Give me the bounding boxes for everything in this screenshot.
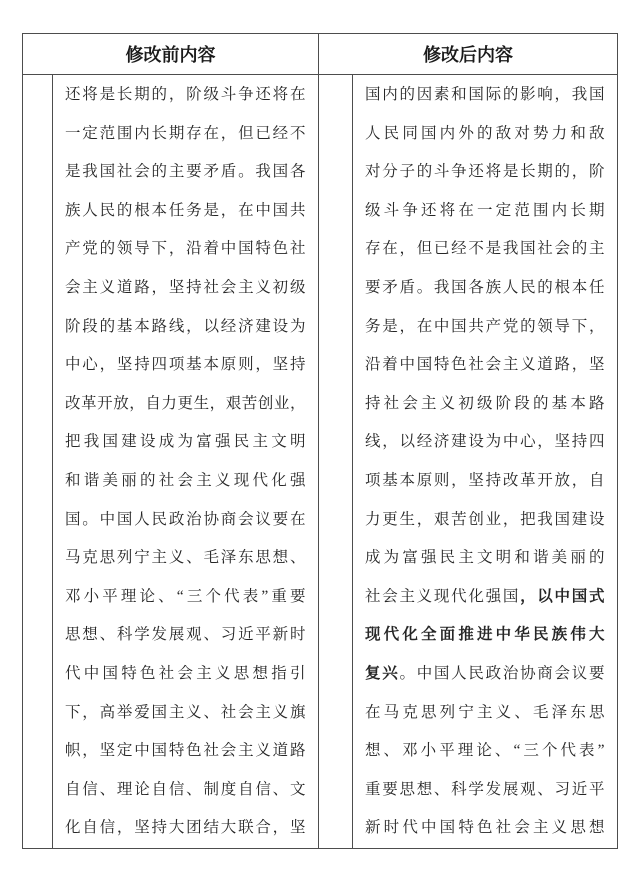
text-line bbox=[65, 616, 306, 655]
text-line bbox=[365, 616, 605, 655]
text-line bbox=[65, 346, 306, 385]
text-line bbox=[65, 501, 306, 540]
text-line bbox=[365, 771, 605, 810]
after-gutter-cell bbox=[319, 75, 353, 849]
text-segment: 阶段的基本路线，以经济建设为 bbox=[65, 317, 306, 335]
text-segment: 要矛盾。我国各族人民的根本任 bbox=[365, 278, 605, 296]
text-segment: 中心，坚持四项基本原则，坚持 bbox=[65, 356, 306, 374]
text-line bbox=[365, 153, 605, 192]
before-content-text bbox=[53, 75, 318, 848]
before-column-header: 修改前内容 bbox=[23, 34, 319, 75]
text-segment: 重要思想、科学发展观、习近平 bbox=[365, 780, 605, 798]
text-line bbox=[65, 192, 306, 231]
inserted-text: 现代化全面推进中华民族伟大 bbox=[365, 626, 605, 644]
text-line bbox=[365, 76, 605, 115]
text-line bbox=[65, 809, 306, 848]
text-line bbox=[365, 346, 605, 385]
text-line bbox=[65, 771, 306, 810]
revision-comparison-table bbox=[22, 33, 618, 849]
text-segment: 帜，坚定中国特色社会主义道路 bbox=[65, 742, 306, 760]
text-line bbox=[365, 501, 605, 540]
inserted-text: ，以中国式 bbox=[520, 587, 605, 605]
text-line bbox=[365, 308, 605, 347]
text-segment: 邓小平理论、“三个代表”重要 bbox=[65, 587, 306, 605]
text-line bbox=[365, 655, 605, 694]
text-segment: 人民同国内外的敌对势力和敌 bbox=[365, 124, 605, 142]
text-segment: 族人民的根本任务是，在中国共 bbox=[65, 201, 306, 219]
text-segment: 线，以经济建设为中心，坚持四 bbox=[365, 433, 605, 451]
text-segment: 和谐美丽的社会主义现代化强 bbox=[65, 471, 306, 489]
text-segment: 产党的领导下，沿着中国特色社 bbox=[65, 240, 306, 258]
text-line bbox=[65, 153, 306, 192]
text-segment: 力更生，艰苦创业，把我国建设 bbox=[365, 510, 605, 528]
inserted-text: 复兴 bbox=[365, 664, 400, 682]
text-segment: 下，高举爱国主义、社会主义旗 bbox=[65, 703, 306, 721]
text-line bbox=[365, 385, 605, 424]
text-line bbox=[365, 192, 605, 231]
text-segment: 在马克思列宁主义、毛泽东思 bbox=[365, 703, 605, 721]
text-segment: 想、邓小平理论、“三个代表” bbox=[365, 742, 605, 760]
text-segment: 务是，在中国共产党的领导下， bbox=[365, 317, 605, 335]
text-segment: 社会主义现代化强国 bbox=[365, 587, 521, 605]
text-line bbox=[365, 423, 605, 462]
text-line bbox=[65, 578, 306, 617]
before-gutter-cell bbox=[23, 75, 53, 849]
text-line bbox=[65, 423, 306, 462]
text-segment: 化自信，坚持大团结大联合，坚 bbox=[65, 819, 306, 837]
after-content-text bbox=[353, 75, 617, 848]
text-segment: 会主义道路，坚持社会主义初级 bbox=[65, 278, 306, 296]
text-segment: 级斗争还将在一定范围内长期 bbox=[365, 201, 605, 219]
text-segment: 把我国建设成为富强民主文明 bbox=[65, 433, 306, 451]
table-body-row bbox=[23, 75, 618, 849]
text-segment: 改革开放，自力更生，艰苦创业， bbox=[65, 394, 306, 412]
text-line bbox=[65, 462, 306, 501]
after-column-header: 修改后内容 bbox=[319, 34, 618, 75]
text-line bbox=[65, 385, 306, 424]
text-segment: 项基本原则，坚持改革开放，自 bbox=[365, 471, 605, 489]
text-line bbox=[365, 732, 605, 771]
text-line bbox=[365, 809, 605, 848]
before-content-cell bbox=[53, 75, 319, 849]
text-segment: 。中国人民政治协商会议要 bbox=[399, 664, 605, 682]
text-line bbox=[65, 308, 306, 347]
text-segment: 国。中国人民政治协商会议要在 bbox=[65, 510, 306, 528]
text-line bbox=[365, 230, 605, 269]
text-segment: 国内的因素和国际的影响，我国 bbox=[365, 86, 605, 103]
text-segment: 沿着中国特色社会主义道路，坚 bbox=[365, 356, 605, 374]
text-line bbox=[365, 115, 605, 154]
text-line bbox=[65, 655, 306, 694]
after-content-cell bbox=[353, 75, 618, 849]
text-line bbox=[365, 694, 605, 733]
text-segment: 存在，但已经不是我国社会的主 bbox=[365, 240, 605, 258]
text-segment: 还将是长期的，阶级斗争还将在 bbox=[65, 86, 306, 103]
text-line bbox=[65, 76, 306, 115]
text-segment: 成为富强民主文明和谐美丽的 bbox=[365, 549, 605, 567]
text-segment: 代中国特色社会主义思想指引 bbox=[65, 664, 306, 682]
text-segment: 自信、理论自信、制度自信、文 bbox=[65, 780, 306, 798]
text-line bbox=[365, 578, 605, 617]
text-segment: 对分子的斗争还将是长期的，阶 bbox=[365, 163, 605, 181]
text-segment: 持社会主义初级阶段的基本路 bbox=[365, 394, 605, 412]
table-header-row bbox=[23, 34, 618, 75]
text-segment: 新时代中国特色社会主义思想 bbox=[365, 819, 605, 837]
text-line bbox=[365, 269, 605, 308]
text-line bbox=[365, 462, 605, 501]
text-line bbox=[65, 732, 306, 771]
text-segment: 思想、科学发展观、习近平新时 bbox=[65, 626, 306, 644]
text-line bbox=[65, 694, 306, 733]
text-segment: 一定范围内长期存在，但已经不 bbox=[65, 124, 306, 142]
text-line bbox=[65, 269, 306, 308]
text-segment: 马克思列宁主义、毛泽东思想、 bbox=[65, 549, 306, 567]
text-line bbox=[65, 115, 306, 154]
text-segment: 是我国社会的主要矛盾。我国各 bbox=[65, 163, 306, 181]
text-line bbox=[65, 230, 306, 269]
text-line bbox=[365, 539, 605, 578]
text-line bbox=[65, 539, 306, 578]
